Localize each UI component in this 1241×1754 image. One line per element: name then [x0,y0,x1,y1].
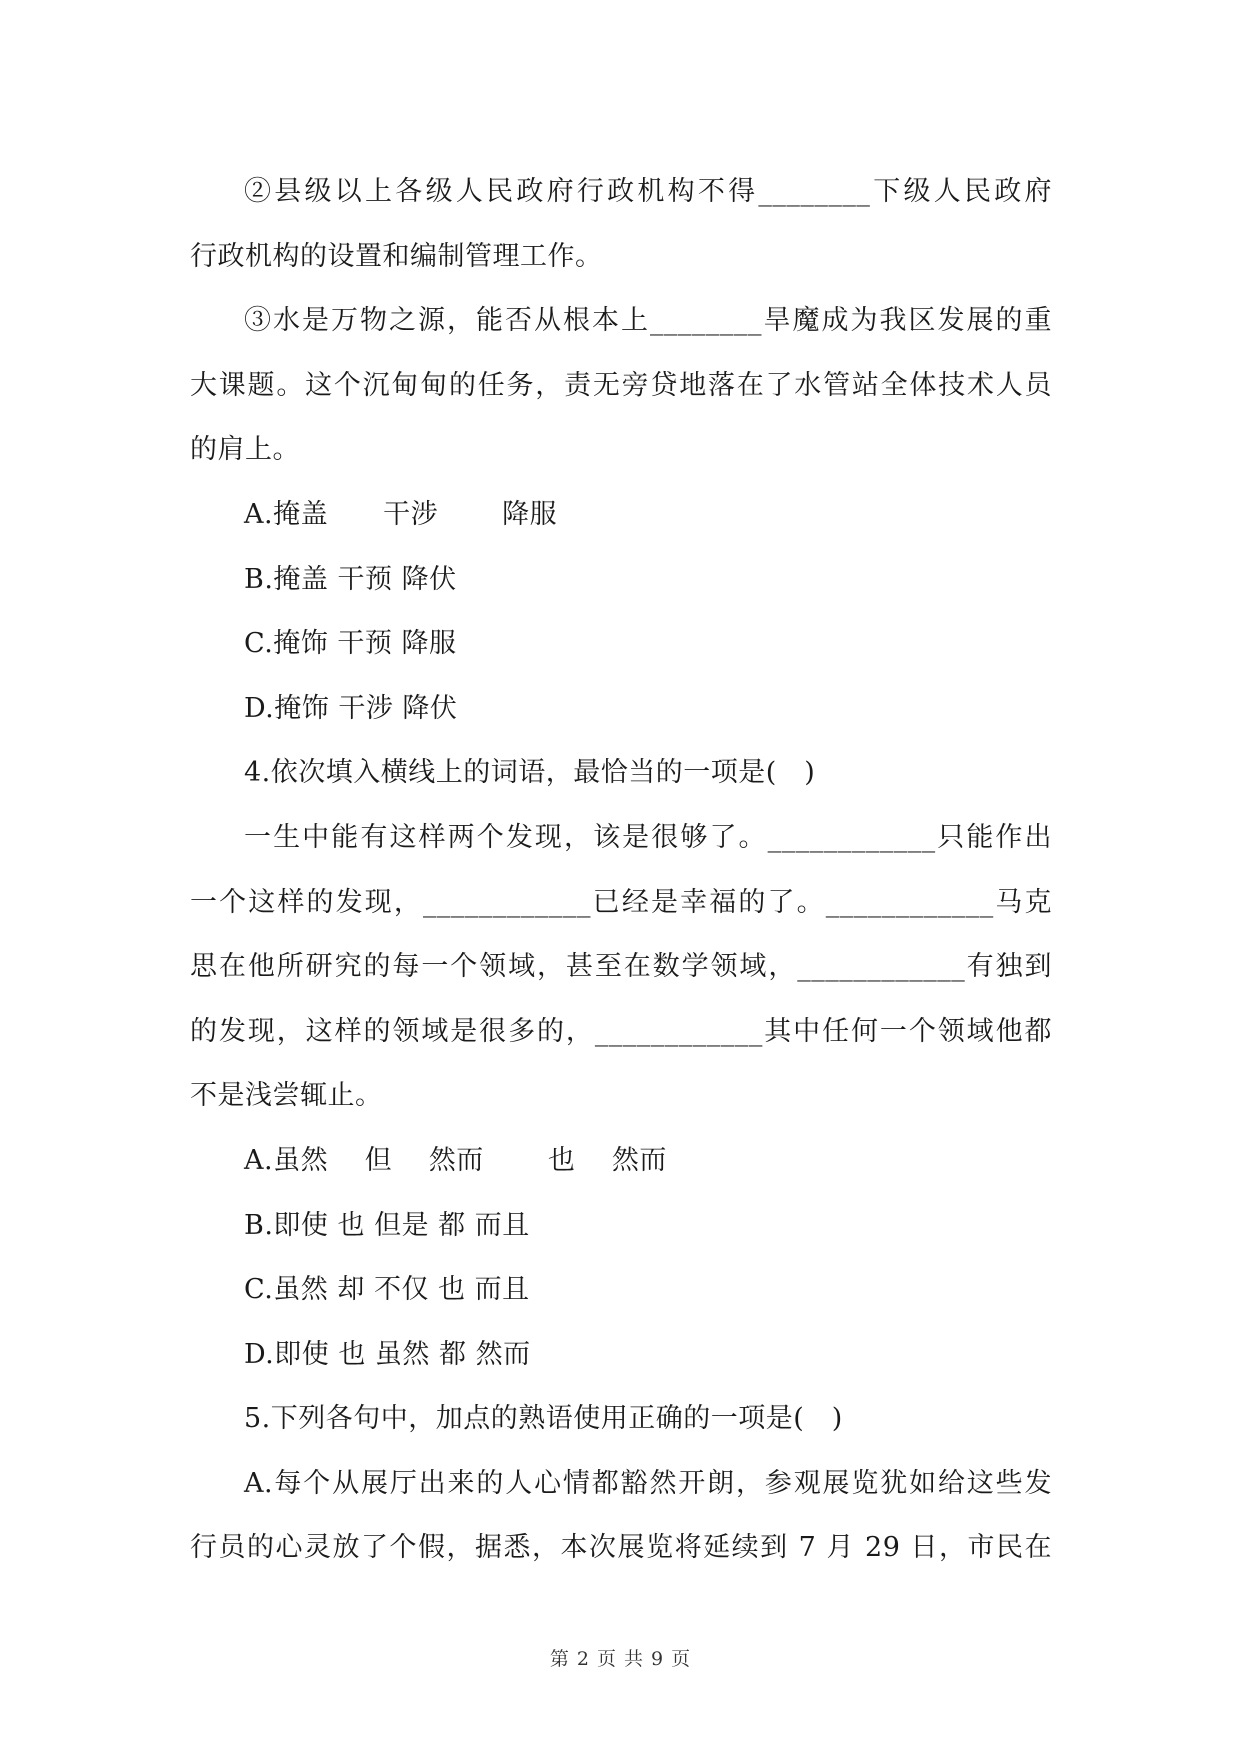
text-line: 思在他所研究的每一个领域，甚至在数学领域，____________有独到 [190,951,1052,983]
option-line: B.掩盖 干预 降伏 [244,563,457,595]
option-line: A.掩盖 干涉 降服 [244,498,558,530]
text-line: 的肩上。 [190,434,300,466]
text-line: 行员的心灵放了个假，据悉，本次展览将延续到 7 月 29 日，市民在 [190,1532,1052,1564]
text-line: 的发现，这样的领域是很多的，____________其中任何一个领域他都 [190,1015,1052,1047]
text-line: 行政机构的设置和编制管理工作。 [190,240,603,272]
text-line: 一个这样的发现，____________已经是幸福的了。____________马克 [190,886,1052,918]
text-line: 不是浅尝辄止。 [190,1080,383,1112]
text-line: ②县级以上各级人民政府行政机构不得________下级人民政府 [244,176,1052,207]
text-line: 一生中能有这样两个发现，该是很够了。____________只能作出 [244,821,1052,853]
page-footer: 第 2 页 共 9 页 [549,1648,692,1670]
text-line: 大课题。这个沉甸甸的任务，责无旁贷地落在了水管站全体技术人员 [190,369,1052,401]
text-line: A.每个从展厅出来的人心情都豁然开朗，参观展览犹如给这些发 [244,1467,1052,1499]
option-line: A.虽然 但 然而 也 然而 [244,1144,667,1176]
option-line: D.掩饰 干涉 降伏 [244,692,458,724]
option-line: C.虽然 却 不仅 也 而且 [244,1274,530,1306]
option-line: C.掩饰 干预 降服 [244,628,457,660]
option-line: B.即使 也 但是 都 而且 [244,1209,530,1241]
text-line: ③水是万物之源，能否从根本上________旱魔成为我区发展的重 [244,305,1052,337]
question-line: 4.依次填入横线上的词语，最恰当的一项是( ) [244,757,816,789]
option-line: D.即使 也 虽然 都 然而 [244,1338,531,1370]
page-content [190,160,1052,1581]
question-line: 5.下列各句中，加点的熟语使用正确的一项是( ) [244,1403,843,1435]
